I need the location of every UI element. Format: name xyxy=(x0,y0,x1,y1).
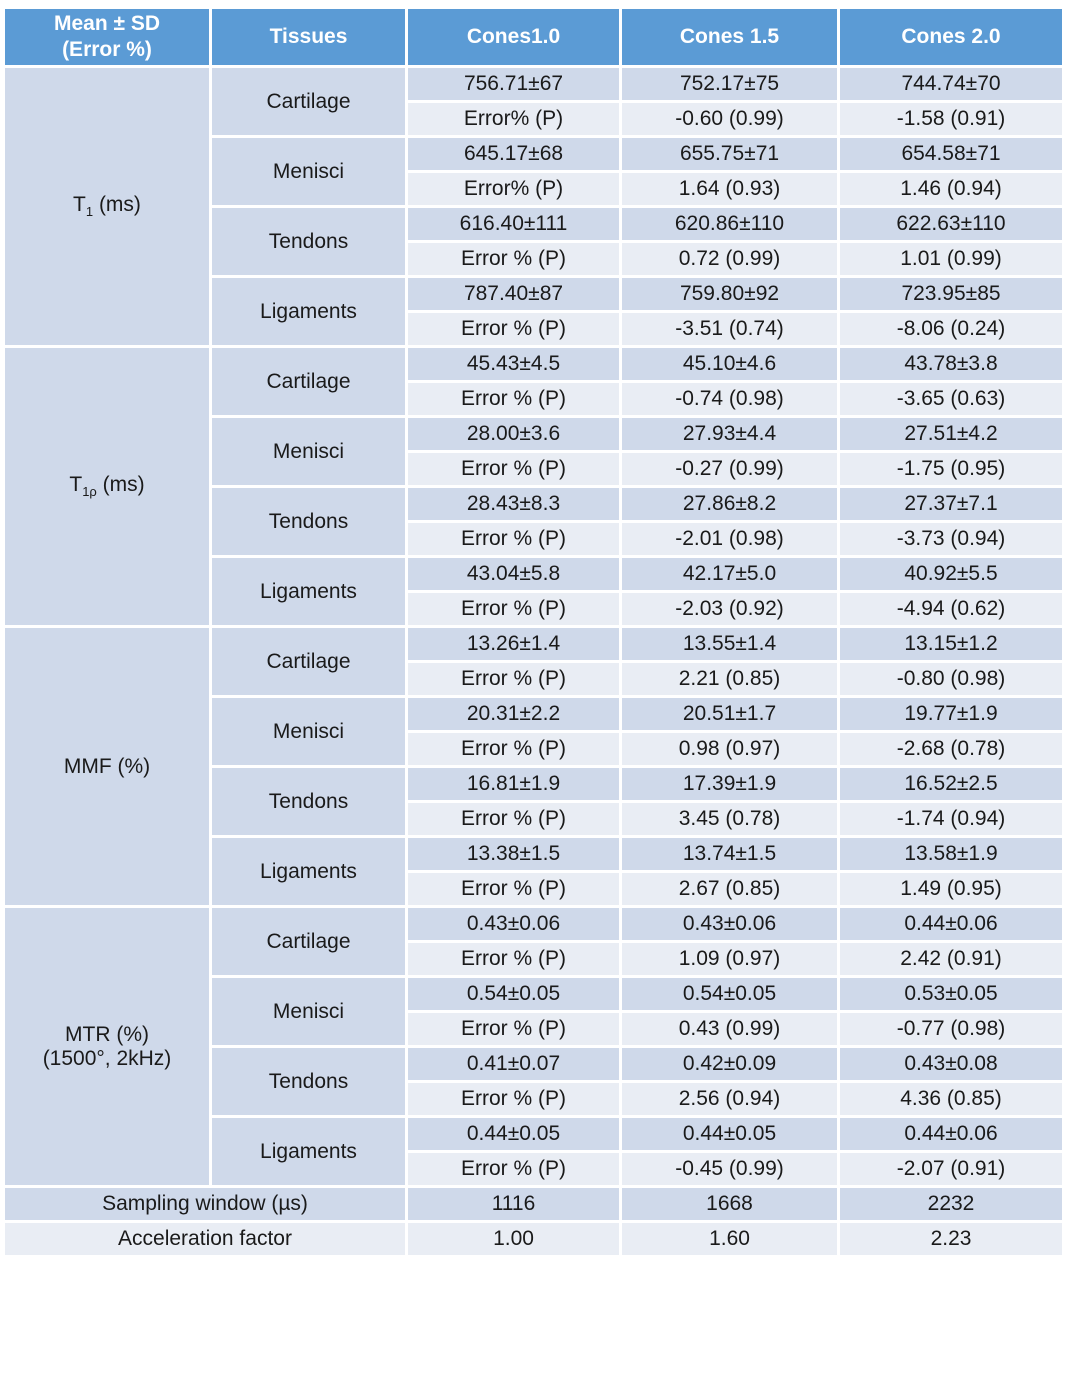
header-measure xyxy=(4,8,211,67)
value-cones-1-5: 13.55±1.4 xyxy=(621,627,839,662)
group-label-line2: (1500°, 2kHz) xyxy=(42,1046,172,1070)
value-cones-2-0: 0.44±0.06 xyxy=(839,1117,1064,1152)
value-cones-1-5: 17.39±1.9 xyxy=(621,767,839,802)
footer-row xyxy=(4,1222,1064,1257)
tissue-name: Menisci xyxy=(211,417,407,487)
error-cones-1-5: 0.98 (0.97) xyxy=(621,732,839,767)
tissue-name: Tendons xyxy=(211,207,407,277)
value-cones-1-0: 0.43±0.06 xyxy=(407,907,621,942)
error-cones-1-5: -0.45 (0.99) xyxy=(621,1152,839,1187)
value-cones-2-0: 40.92±5.5 xyxy=(839,557,1064,592)
error-cones-1-5: 3.45 (0.78) xyxy=(621,802,839,837)
tissue-name: Ligaments xyxy=(211,1117,407,1187)
value-cones-2-0: 19.77±1.9 xyxy=(839,697,1064,732)
value-cones-2-0: 622.63±110 xyxy=(839,207,1064,242)
value-cones-2-0: 13.58±1.9 xyxy=(839,837,1064,872)
value-cones-1-0: 43.04±5.8 xyxy=(407,557,621,592)
value-cones-1-0: 13.26±1.4 xyxy=(407,627,621,662)
group-label-subscript: 1ρ xyxy=(82,484,97,500)
error-label: Error % (P) xyxy=(407,1012,621,1047)
error-cones-2-0: -1.75 (0.95) xyxy=(839,452,1064,487)
error-cones-2-0: 2.42 (0.91) xyxy=(839,942,1064,977)
group-label-main: MTR (%) xyxy=(65,1022,149,1046)
group-label-text xyxy=(5,193,209,219)
error-label: Error % (P) xyxy=(407,382,621,417)
value-cones-1-5: 0.44±0.05 xyxy=(621,1117,839,1152)
error-cones-2-0: -0.77 (0.98) xyxy=(839,1012,1064,1047)
value-cones-2-0: 0.53±0.05 xyxy=(839,977,1064,1012)
error-cones-2-0: -0.80 (0.98) xyxy=(839,662,1064,697)
footer-value-cones-2-0: 2232 xyxy=(839,1187,1064,1222)
value-cones-1-0: 616.40±111 xyxy=(407,207,621,242)
group-label-text xyxy=(5,755,209,779)
error-cones-1-5: 2.21 (0.85) xyxy=(621,662,839,697)
error-cones-1-5: 0.43 (0.99) xyxy=(621,1012,839,1047)
value-cones-1-5: 655.75±71 xyxy=(621,137,839,172)
group-label-main: T xyxy=(69,473,83,497)
table-row xyxy=(4,907,1064,942)
error-label: Error % (P) xyxy=(407,1152,621,1187)
value-cones-1-0: 13.38±1.5 xyxy=(407,837,621,872)
footer-value-cones-2-0: 2.23 xyxy=(839,1222,1064,1257)
error-label: Error % (P) xyxy=(407,522,621,557)
error-label: Error% (P) xyxy=(407,102,621,137)
group-label-unit: (ms) xyxy=(93,193,141,217)
tissue-name: Cartilage xyxy=(211,907,407,977)
error-label: Error% (P) xyxy=(407,172,621,207)
error-label: Error % (P) xyxy=(407,872,621,907)
value-cones-1-0: 45.43±4.5 xyxy=(407,347,621,382)
error-cones-2-0: 4.36 (0.85) xyxy=(839,1082,1064,1117)
value-cones-1-5: 0.43±0.06 xyxy=(621,907,839,942)
value-cones-1-0: 16.81±1.9 xyxy=(407,767,621,802)
error-cones-1-5: 2.56 (0.94) xyxy=(621,1082,839,1117)
value-cones-1-5: 45.10±4.6 xyxy=(621,347,839,382)
group-label xyxy=(4,67,211,347)
value-cones-2-0: 27.37±7.1 xyxy=(839,487,1064,522)
error-cones-2-0: -2.68 (0.78) xyxy=(839,732,1064,767)
table-row xyxy=(4,627,1064,662)
footer-value-cones-1-0: 1116 xyxy=(407,1187,621,1222)
error-cones-2-0: -1.74 (0.94) xyxy=(839,802,1064,837)
value-cones-1-0: 0.41±0.07 xyxy=(407,1047,621,1082)
header-cones-1-5: Cones 1.5 xyxy=(621,8,839,67)
value-cones-1-5: 752.17±75 xyxy=(621,67,839,102)
group-label xyxy=(4,347,211,627)
value-cones-1-0: 0.54±0.05 xyxy=(407,977,621,1012)
error-cones-1-5: -3.51 (0.74) xyxy=(621,312,839,347)
header-measure-line2: (Error %) xyxy=(62,38,152,61)
error-cones-2-0: 1.49 (0.95) xyxy=(839,872,1064,907)
value-cones-1-0: 0.44±0.05 xyxy=(407,1117,621,1152)
tissue-name: Ligaments xyxy=(211,277,407,347)
value-cones-1-0: 787.40±87 xyxy=(407,277,621,312)
group-label-main: MMF (%) xyxy=(63,754,151,778)
value-cones-2-0: 723.95±85 xyxy=(839,277,1064,312)
value-cones-1-0: 20.31±2.2 xyxy=(407,697,621,732)
footer-value-cones-1-0: 1.00 xyxy=(407,1222,621,1257)
error-cones-1-5: -2.03 (0.92) xyxy=(621,592,839,627)
footer-value-cones-1-5: 1.60 xyxy=(621,1222,839,1257)
error-label: Error % (P) xyxy=(407,1082,621,1117)
error-cones-1-5: 0.72 (0.99) xyxy=(621,242,839,277)
error-label: Error % (P) xyxy=(407,452,621,487)
error-cones-1-5: -0.74 (0.98) xyxy=(621,382,839,417)
error-cones-2-0: -8.06 (0.24) xyxy=(839,312,1064,347)
value-cones-2-0: 0.44±0.06 xyxy=(839,907,1064,942)
error-label: Error % (P) xyxy=(407,312,621,347)
value-cones-1-5: 759.80±92 xyxy=(621,277,839,312)
error-cones-2-0: -2.07 (0.91) xyxy=(839,1152,1064,1187)
tissue-name: Cartilage xyxy=(211,627,407,697)
header-tissues: Tissues xyxy=(211,8,407,67)
error-cones-1-5: -0.60 (0.99) xyxy=(621,102,839,137)
error-cones-2-0: 1.01 (0.99) xyxy=(839,242,1064,277)
tissue-name: Cartilage xyxy=(211,347,407,417)
value-cones-2-0: 16.52±2.5 xyxy=(839,767,1064,802)
footer-row xyxy=(4,1187,1064,1222)
value-cones-2-0: 744.74±70 xyxy=(839,67,1064,102)
error-label: Error % (P) xyxy=(407,732,621,767)
value-cones-1-5: 27.93±4.4 xyxy=(621,417,839,452)
tissue-name: Cartilage xyxy=(211,67,407,137)
error-cones-2-0: -3.65 (0.63) xyxy=(839,382,1064,417)
error-cones-1-5: 2.67 (0.85) xyxy=(621,872,839,907)
error-label: Error % (P) xyxy=(407,802,621,837)
value-cones-1-5: 27.86±8.2 xyxy=(621,487,839,522)
value-cones-2-0: 13.15±1.2 xyxy=(839,627,1064,662)
results-table xyxy=(2,6,1065,1258)
value-cones-1-5: 20.51±1.7 xyxy=(621,697,839,732)
value-cones-1-5: 13.74±1.5 xyxy=(621,837,839,872)
value-cones-2-0: 27.51±4.2 xyxy=(839,417,1064,452)
footer-label: Sampling window (µs) xyxy=(4,1187,407,1222)
tissue-name: Tendons xyxy=(211,767,407,837)
group-label xyxy=(4,627,211,907)
value-cones-1-5: 0.42±0.09 xyxy=(621,1047,839,1082)
value-cones-1-0: 28.00±3.6 xyxy=(407,417,621,452)
tissue-name: Tendons xyxy=(211,1047,407,1117)
tissue-name: Menisci xyxy=(211,977,407,1047)
footer-label: Acceleration factor xyxy=(4,1222,407,1257)
value-cones-1-0: 756.71±67 xyxy=(407,67,621,102)
error-label: Error % (P) xyxy=(407,942,621,977)
error-label: Error % (P) xyxy=(407,242,621,277)
value-cones-2-0: 43.78±3.8 xyxy=(839,347,1064,382)
header-row xyxy=(4,8,1064,67)
header-measure-line1: Mean ± SD xyxy=(53,12,161,35)
footer-value-cones-1-5: 1668 xyxy=(621,1187,839,1222)
group-label xyxy=(4,907,211,1187)
value-cones-1-0: 28.43±8.3 xyxy=(407,487,621,522)
tissue-name: Menisci xyxy=(211,137,407,207)
group-label-main: T xyxy=(73,193,86,217)
value-cones-2-0: 0.43±0.08 xyxy=(839,1047,1064,1082)
error-cones-2-0: 1.46 (0.94) xyxy=(839,172,1064,207)
error-cones-1-5: 1.09 (0.97) xyxy=(621,942,839,977)
error-cones-2-0: -1.58 (0.91) xyxy=(839,102,1064,137)
value-cones-2-0: 654.58±71 xyxy=(839,137,1064,172)
error-cones-2-0: -3.73 (0.94) xyxy=(839,522,1064,557)
tissue-name: Ligaments xyxy=(211,557,407,627)
table-row xyxy=(4,67,1064,102)
group-label-unit: (ms) xyxy=(96,473,145,497)
error-cones-1-5: -2.01 (0.98) xyxy=(621,522,839,557)
group-label-text xyxy=(5,1023,209,1047)
tissue-name: Tendons xyxy=(211,487,407,557)
value-cones-1-5: 0.54±0.05 xyxy=(621,977,839,1012)
error-cones-2-0: -4.94 (0.62) xyxy=(839,592,1064,627)
group-label-text xyxy=(5,473,209,499)
error-cones-1-5: 1.64 (0.93) xyxy=(621,172,839,207)
table-row xyxy=(4,347,1064,382)
tissue-name: Menisci xyxy=(211,697,407,767)
value-cones-1-0: 645.17±68 xyxy=(407,137,621,172)
value-cones-1-5: 42.17±5.0 xyxy=(621,557,839,592)
group-label-subscript: 1 xyxy=(85,204,94,220)
error-label: Error % (P) xyxy=(407,662,621,697)
header-cones-2-0: Cones 2.0 xyxy=(839,8,1064,67)
error-cones-1-5: -0.27 (0.99) xyxy=(621,452,839,487)
header-cones-1-0: Cones1.0 xyxy=(407,8,621,67)
tissue-name: Ligaments xyxy=(211,837,407,907)
value-cones-1-5: 620.86±110 xyxy=(621,207,839,242)
error-label: Error % (P) xyxy=(407,592,621,627)
